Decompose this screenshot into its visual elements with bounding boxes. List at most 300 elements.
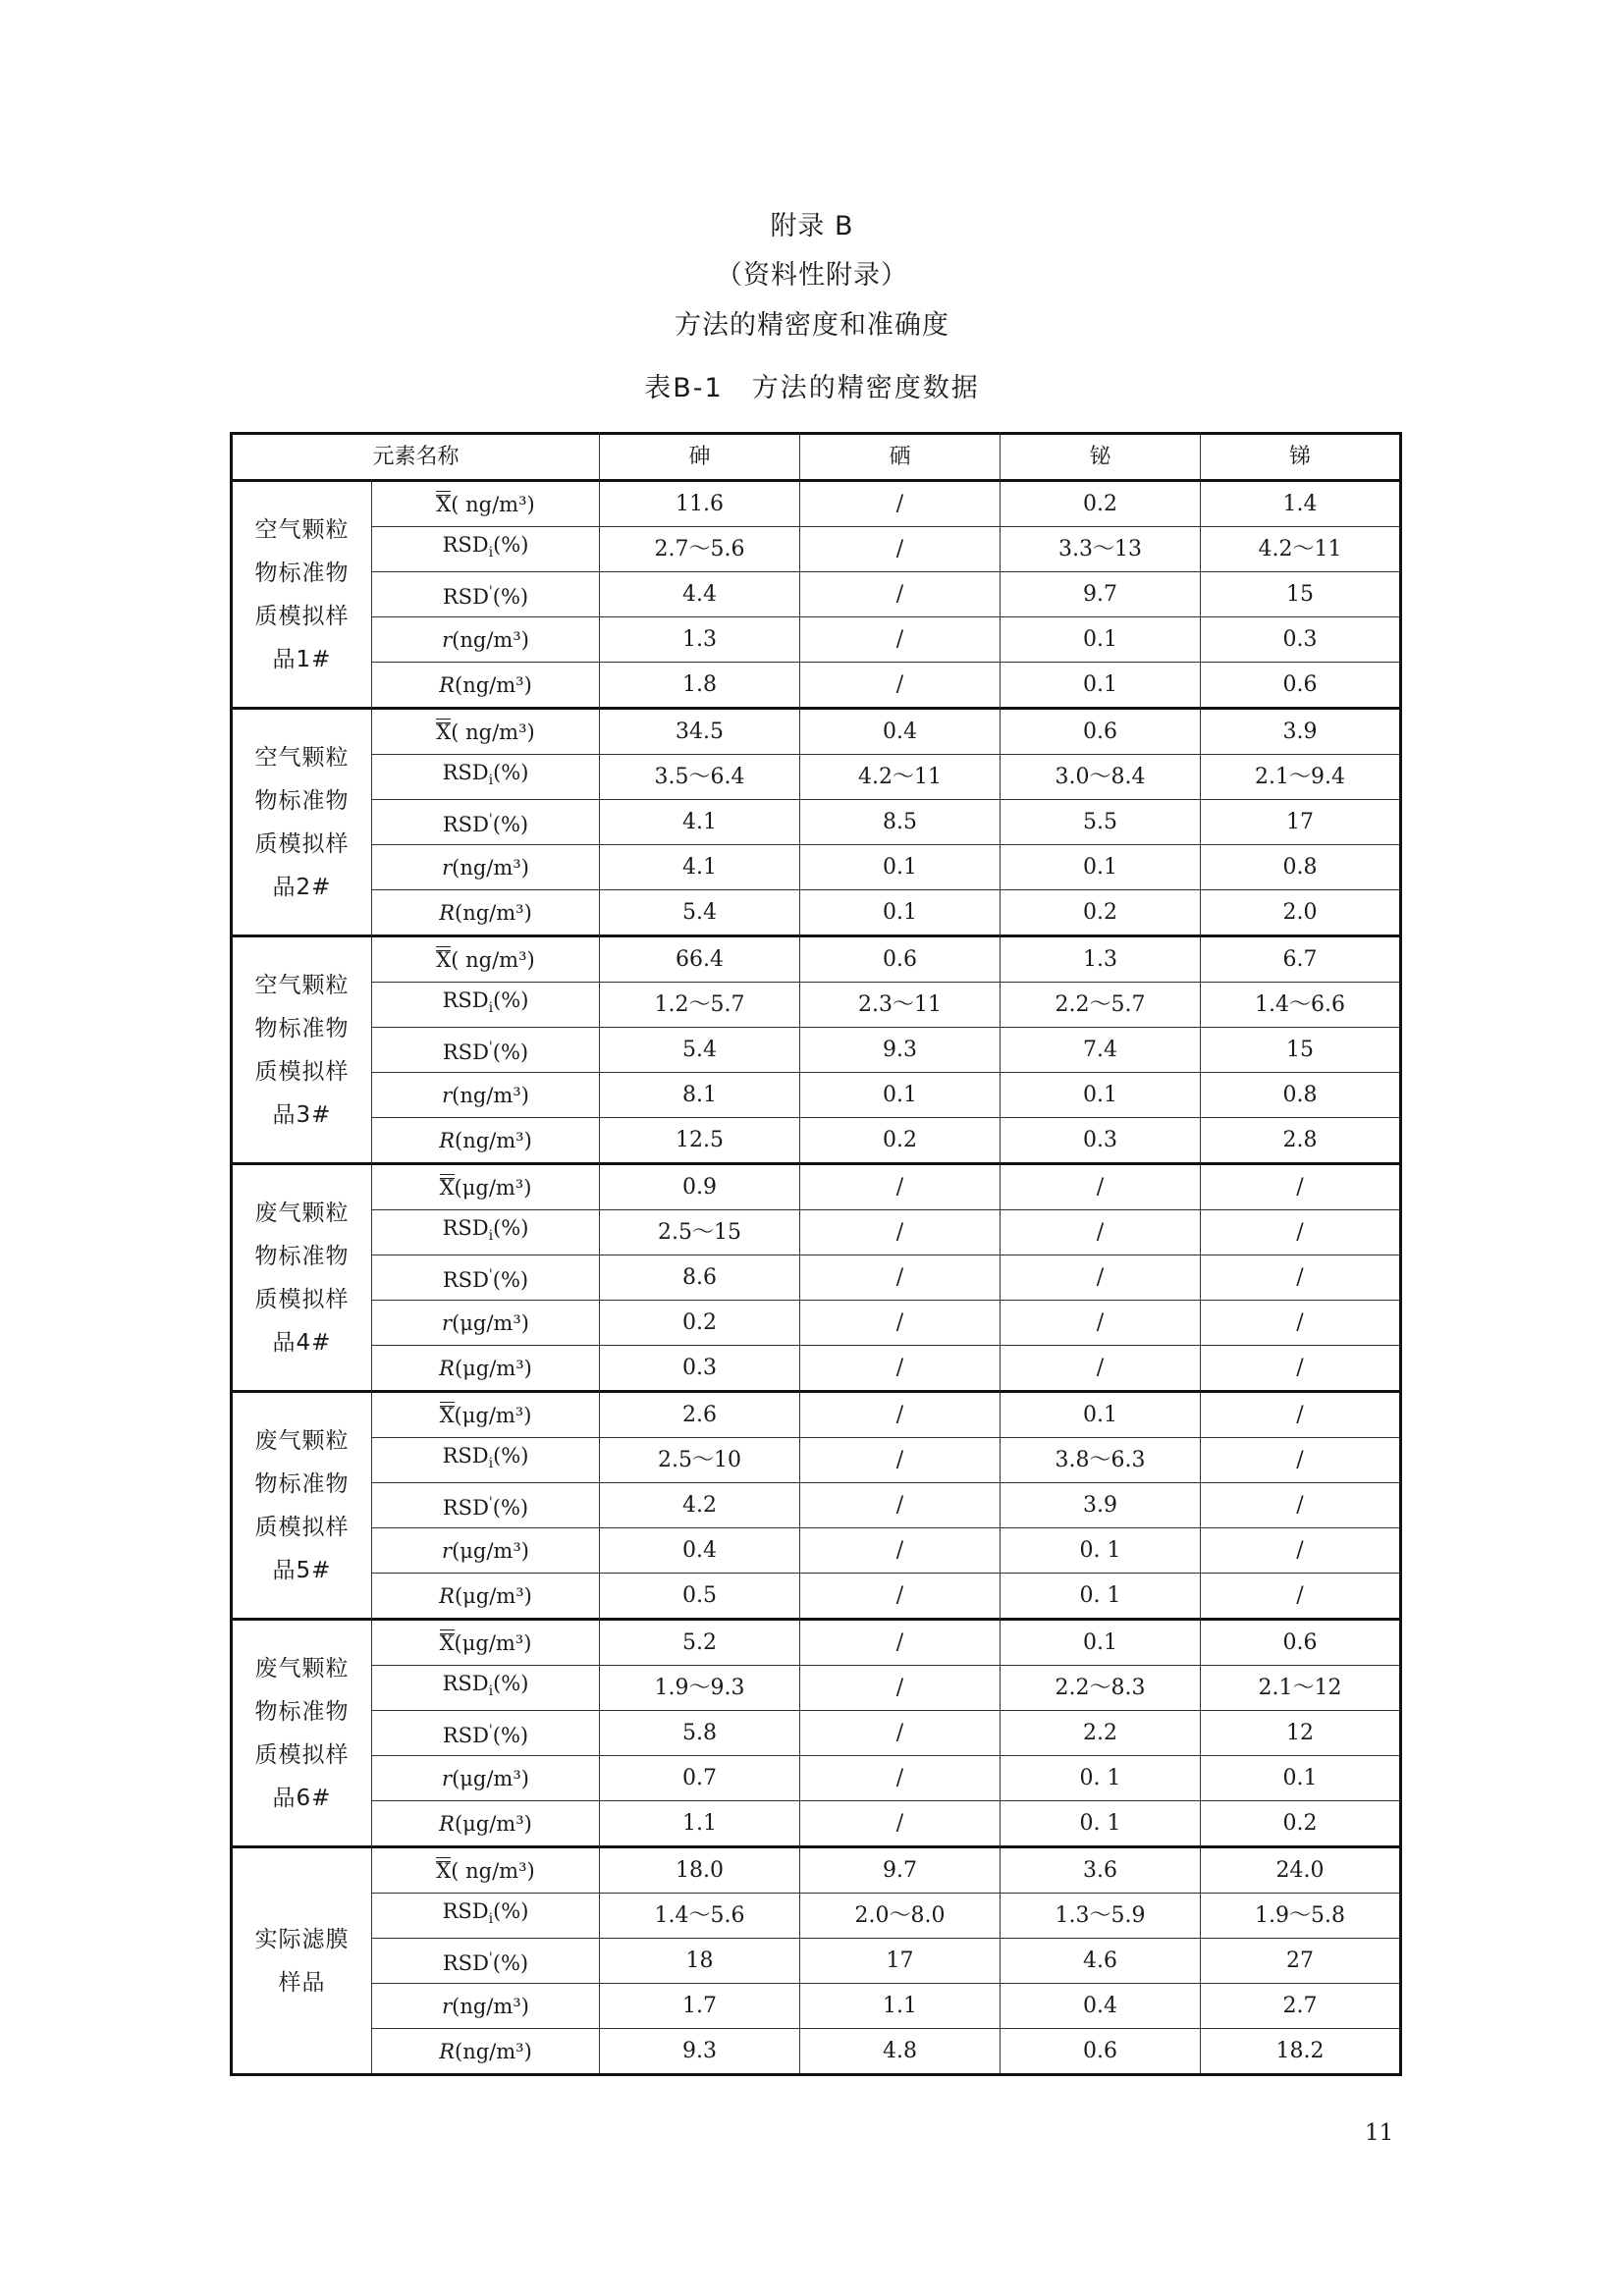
parameter-cell (372, 527, 600, 572)
table-row (232, 1574, 1401, 1620)
value-cell: / (1001, 1255, 1201, 1301)
value-cell: 9.3 (600, 2029, 800, 2075)
value-cell: 8.1 (600, 1073, 800, 1118)
x-double-bar-symbol: X (436, 947, 452, 972)
value-cell: 0.2 (1001, 481, 1201, 527)
value-cell: 1.4 (1201, 481, 1401, 527)
table-row (232, 1210, 1401, 1255)
value-cell: 1.3 (1001, 936, 1201, 983)
parameter-cell (372, 663, 600, 709)
sample-group-label (232, 936, 372, 1164)
sample-group-label-line: 品3# (272, 1101, 332, 1128)
value-cell: 0.8 (1201, 1073, 1401, 1118)
value-cell: 0. 1 (1001, 1574, 1201, 1620)
parameter-cell (372, 1711, 600, 1756)
parameter-unit: (ng/m³) (452, 1083, 529, 1107)
value-cell: 18.2 (1201, 2029, 1401, 2075)
value-cell: 0.6 (800, 936, 1001, 983)
value-cell: 0.6 (1001, 709, 1201, 755)
parameter-cell (372, 1939, 600, 1984)
parameter-unit: (ng/m³) (452, 1994, 529, 2018)
rsd-i-symbol: $RSD_i$ (442, 533, 494, 561)
table-row (232, 572, 1401, 617)
value-cell: 4.1 (600, 800, 800, 845)
parameter-cell (372, 1164, 600, 1210)
value-cell: / (800, 1620, 1001, 1666)
x-double-bar-symbol: X (439, 1175, 455, 1200)
value-cell: 1.3～5.9 (1001, 1894, 1201, 1939)
sample-group-label-line: 废气颗粒 (254, 1200, 350, 1226)
value-cell: 18.0 (600, 1847, 800, 1894)
value-cell: 3.3～13 (1001, 527, 1201, 572)
rsd-i-symbol: $RSD_i$ (442, 761, 494, 789)
sample-group-label-line: 空气颗粒 (254, 972, 350, 998)
parameter-cell (372, 1620, 600, 1666)
value-cell: / (800, 1756, 1001, 1801)
value-cell: 0.1 (1001, 845, 1201, 890)
reproducibility-symbol: R (439, 1128, 456, 1152)
sample-group-label-line: 品5# (272, 1557, 332, 1583)
parameter-unit: (%) (493, 1899, 529, 1924)
parameter-unit: ( ng/m³) (451, 947, 535, 972)
parameter-cell (372, 617, 600, 663)
value-cell: 2.2 (1001, 1711, 1201, 1756)
value-cell: 0.4 (1001, 1984, 1201, 2029)
value-cell: / (1001, 1301, 1201, 1346)
sample-group-label-line: 物标准物 (254, 1470, 350, 1497)
sample-group-label-line: 空气颗粒 (254, 744, 350, 771)
value-cell: 0.9 (600, 1164, 800, 1210)
parameter-unit: (ng/m³) (455, 672, 532, 697)
parameter-cell (372, 1847, 600, 1894)
value-cell: 3.9 (1201, 709, 1401, 755)
value-cell: 2.0～8.0 (800, 1894, 1001, 1939)
sample-group-label-line: 品2# (272, 874, 332, 900)
value-cell: / (800, 572, 1001, 617)
repeatability-symbol: r (442, 855, 453, 880)
header-bismuth: 铋 (1001, 434, 1201, 481)
value-cell: 1.9～9.3 (600, 1666, 800, 1711)
value-cell: 0.1 (800, 1073, 1001, 1118)
value-cell: / (1201, 1164, 1401, 1210)
value-cell: 0.6 (1001, 2029, 1201, 2075)
rsd-i-symbol: $RSD_i$ (442, 1899, 494, 1928)
parameter-unit: (%) (492, 1951, 529, 1975)
value-cell: 9.7 (1001, 572, 1201, 617)
value-cell: 3.0～8.4 (1001, 755, 1201, 800)
table-row (232, 2029, 1401, 2075)
sample-group-label-line: 品6# (272, 1785, 332, 1811)
rsd-prime-symbol: RSD' (442, 1495, 493, 1520)
value-cell: 9.7 (800, 1847, 1001, 1894)
value-cell: 8.5 (800, 800, 1001, 845)
parameter-cell (372, 845, 600, 890)
sample-group-label (232, 709, 372, 936)
repeatability-symbol: r (442, 627, 453, 652)
sample-group-label-line: 质模拟样 (254, 1058, 350, 1085)
rsd-i-symbol: $RSD_i$ (442, 1216, 494, 1245)
value-cell: 0.3 (600, 1346, 800, 1392)
value-cell: 5.4 (600, 890, 800, 936)
sample-group-label-line: 物标准物 (254, 1698, 350, 1725)
value-cell: / (800, 1438, 1001, 1483)
sample-group-label-line: 废气颗粒 (254, 1655, 350, 1682)
parameter-unit: (μg/m³) (454, 1403, 532, 1427)
value-cell: 0.5 (600, 1574, 800, 1620)
page-number: 11 (1365, 2120, 1394, 2146)
parameter-cell (372, 890, 600, 936)
parameter-cell (372, 936, 600, 983)
value-cell: 0.3 (1201, 617, 1401, 663)
value-cell: 0.8 (1201, 845, 1401, 890)
parameter-unit: (ng/m³) (455, 2039, 532, 2063)
parameter-unit: (μg/m³) (452, 1538, 529, 1563)
value-cell: 4.6 (1001, 1939, 1201, 1984)
sample-group-label-line: 质模拟样 (254, 1741, 350, 1768)
value-cell: 4.1 (600, 845, 800, 890)
reproducibility-symbol: R (439, 2039, 456, 2063)
table-row (232, 1301, 1401, 1346)
parameter-unit: ( ng/m³) (451, 720, 535, 744)
reproducibility-symbol: R (439, 1811, 455, 1836)
table-row (232, 1483, 1401, 1528)
appendix-subtitle: （资料性附录） (716, 260, 908, 291)
table-row (232, 1073, 1401, 1118)
parameter-cell (372, 481, 600, 527)
value-cell: 27 (1201, 1939, 1401, 1984)
parameter-unit: (%) (492, 585, 529, 609)
sample-group-label-line: 废气颗粒 (254, 1427, 350, 1454)
parameter-unit: (%) (493, 533, 529, 558)
reproducibility-symbol: R (439, 900, 456, 925)
table-row (232, 1164, 1401, 1210)
table-header-row (232, 434, 1401, 481)
parameter-unit: (%) (493, 761, 529, 785)
value-cell: / (800, 617, 1001, 663)
parameter-cell (372, 1255, 600, 1301)
repeatability-symbol: r (442, 1994, 453, 2018)
table-row (232, 1346, 1401, 1392)
table-row (232, 663, 1401, 709)
parameter-cell (372, 2029, 600, 2075)
value-cell: 1.7 (600, 1984, 800, 2029)
sample-group-label-line: 物标准物 (254, 1243, 350, 1269)
value-cell: / (1201, 1301, 1401, 1346)
value-cell: 2.2～5.7 (1001, 983, 1201, 1028)
sample-group-label-line: 空气颗粒 (254, 516, 350, 543)
reproducibility-symbol: R (439, 1583, 455, 1608)
table-row (232, 755, 1401, 800)
parameter-cell (372, 1984, 600, 2029)
value-cell: 0.7 (600, 1756, 800, 1801)
parameter-unit: (ng/m³) (455, 900, 532, 925)
value-cell: 2.8 (1201, 1118, 1401, 1164)
sample-group-label-line: 实际滤膜 (254, 1926, 350, 1952)
value-cell: / (1201, 1346, 1401, 1392)
repeatability-symbol: r (442, 1083, 453, 1107)
value-cell: / (800, 1574, 1001, 1620)
table-row (232, 1392, 1401, 1438)
section-title: 方法的精密度和准确度 (675, 310, 949, 341)
value-cell: 2.2～8.3 (1001, 1666, 1201, 1711)
value-cell: / (800, 1255, 1001, 1301)
parameter-cell (372, 1438, 600, 1483)
value-cell: 4.8 (800, 2029, 1001, 2075)
table-row (232, 617, 1401, 663)
value-cell: / (800, 1483, 1001, 1528)
value-cell: / (1001, 1346, 1201, 1392)
parameter-cell (372, 1483, 600, 1528)
rsd-prime-symbol: RSD' (442, 812, 493, 836)
value-cell: 3.6 (1001, 1847, 1201, 1894)
value-cell: 0.1 (1001, 663, 1201, 709)
parameter-cell (372, 755, 600, 800)
parameter-unit: (%) (492, 1041, 529, 1064)
x-double-bar-symbol: X (436, 1858, 452, 1883)
value-cell: / (1201, 1210, 1401, 1255)
value-cell: 2.7～5.6 (600, 527, 800, 572)
value-cell: 3.5～6.4 (600, 755, 800, 800)
parameter-unit: (%) (492, 1268, 529, 1292)
parameter-cell (372, 1118, 600, 1164)
value-cell: / (1201, 1574, 1401, 1620)
value-cell: 1.8 (600, 663, 800, 709)
value-cell: 0. 1 (1001, 1801, 1201, 1847)
value-cell: 0.1 (1201, 1756, 1401, 1801)
value-cell: 2.0 (1201, 890, 1401, 936)
x-double-bar-symbol: X (436, 492, 452, 516)
rsd-i-symbol: $RSD_i$ (442, 1672, 494, 1700)
rsd-prime-symbol: RSD' (442, 1723, 493, 1747)
value-cell: / (1201, 1392, 1401, 1438)
header-element-name: 元素名称 (232, 434, 600, 481)
value-cell: 18 (600, 1939, 800, 1984)
table-row (232, 983, 1401, 1028)
parameter-cell (372, 709, 600, 755)
table-row (232, 527, 1401, 572)
parameter-unit: (%) (493, 1216, 529, 1241)
value-cell: 24.0 (1201, 1847, 1401, 1894)
value-cell: 2.6 (600, 1392, 800, 1438)
table-row (232, 1118, 1401, 1164)
table-row (232, 845, 1401, 890)
value-cell: 17 (800, 1939, 1001, 1984)
value-cell: 7.4 (1001, 1028, 1201, 1073)
value-cell: 0.2 (600, 1301, 800, 1346)
value-cell: 4.2～11 (1201, 527, 1401, 572)
parameter-cell (372, 1028, 600, 1073)
sample-group-label-line: 品4# (272, 1329, 332, 1356)
table-row (232, 481, 1401, 527)
value-cell: / (1001, 1210, 1201, 1255)
sample-group-label-line: 物标准物 (254, 560, 350, 586)
table-row (232, 800, 1401, 845)
table-caption: 表B-1 方法的精密度数据 (644, 373, 980, 403)
table-row (232, 890, 1401, 936)
sample-group-label (232, 1620, 372, 1847)
parameter-cell (372, 1073, 600, 1118)
value-cell: 6.7 (1201, 936, 1401, 983)
table-row (232, 1620, 1401, 1666)
parameter-cell (372, 1210, 600, 1255)
value-cell: 12.5 (600, 1118, 800, 1164)
parameter-unit: (ng/m³) (452, 855, 529, 880)
value-cell: 0.2 (1001, 890, 1201, 936)
header-selenium: 硒 (800, 434, 1001, 481)
parameter-unit: (ng/m³) (455, 1128, 532, 1152)
parameter-cell (372, 1666, 600, 1711)
rsd-i-symbol: $RSD_i$ (442, 1444, 494, 1472)
parameter-cell (372, 800, 600, 845)
header-antimony: 锑 (1201, 434, 1401, 481)
value-cell: 0. 1 (1001, 1756, 1201, 1801)
value-cell: 0.1 (1001, 1392, 1201, 1438)
value-cell: / (800, 1528, 1001, 1574)
parameter-cell (372, 1756, 600, 1801)
parameter-unit: (μg/m³) (452, 1310, 529, 1335)
parameter-cell (372, 983, 600, 1028)
repeatability-symbol: r (442, 1310, 453, 1335)
sample-group-label-line: 质模拟样 (254, 603, 350, 629)
value-cell: 34.5 (600, 709, 800, 755)
value-cell: / (1201, 1255, 1401, 1301)
table-row (232, 1894, 1401, 1939)
value-cell: / (800, 481, 1001, 527)
value-cell: / (1201, 1438, 1401, 1483)
value-cell: 0.1 (1001, 617, 1201, 663)
value-cell: 0.1 (1001, 1620, 1201, 1666)
value-cell: 5.8 (600, 1711, 800, 1756)
x-double-bar-symbol: X (439, 1403, 455, 1427)
value-cell: / (800, 1210, 1001, 1255)
value-cell: 0.1 (1001, 1073, 1201, 1118)
sample-group-label-line: 质模拟样 (254, 1514, 350, 1540)
value-cell: 5.5 (1001, 800, 1201, 845)
value-cell: 3.9 (1001, 1483, 1201, 1528)
value-cell: 3.8～6.3 (1001, 1438, 1201, 1483)
value-cell: 15 (1201, 572, 1401, 617)
value-cell: 1.9～5.8 (1201, 1894, 1401, 1939)
table-row (232, 1939, 1401, 1984)
table-row (232, 1984, 1401, 2029)
appendix-title: 附录 B (770, 211, 854, 241)
parameter-unit: (μg/m³) (454, 1356, 532, 1380)
value-cell: / (800, 1301, 1001, 1346)
table-row (232, 1756, 1401, 1801)
value-cell: 2.5～10 (600, 1438, 800, 1483)
table-row (232, 709, 1401, 755)
repeatability-symbol: r (442, 1538, 453, 1563)
sample-group-label-line: 质模拟样 (254, 830, 350, 857)
parameter-cell (372, 1346, 600, 1392)
value-cell: / (800, 1346, 1001, 1392)
parameter-cell (372, 1574, 600, 1620)
value-cell: / (800, 1801, 1001, 1847)
value-cell: 0.2 (800, 1118, 1001, 1164)
table-row (232, 1255, 1401, 1301)
sample-group-label (232, 481, 372, 709)
table-row (232, 1438, 1401, 1483)
table-row (232, 1666, 1401, 1711)
value-cell: 11.6 (600, 481, 800, 527)
value-cell: 2.1～9.4 (1201, 755, 1401, 800)
table-row (232, 1711, 1401, 1756)
parameter-unit: (%) (492, 1496, 529, 1520)
value-cell: 4.2～11 (800, 755, 1001, 800)
value-cell: 1.4～6.6 (1201, 983, 1401, 1028)
rsd-prime-symbol: RSD' (442, 584, 493, 609)
parameter-unit: (μg/m³) (454, 1175, 532, 1200)
rsd-prime-symbol: RSD' (442, 1950, 493, 1975)
value-cell: 1.3 (600, 617, 800, 663)
rsd-prime-symbol: RSD' (442, 1267, 493, 1292)
table-row (232, 1801, 1401, 1847)
value-cell: / (1201, 1483, 1401, 1528)
value-cell: 0.2 (1201, 1801, 1401, 1847)
value-cell: / (800, 1711, 1001, 1756)
parameter-unit: (%) (492, 1724, 529, 1747)
repeatability-symbol: r (442, 1766, 453, 1790)
sample-group-label-line: 物标准物 (254, 1015, 350, 1041)
parameter-unit: (%) (493, 1672, 529, 1696)
sample-group-label (232, 1164, 372, 1392)
value-cell: 4.4 (600, 572, 800, 617)
sample-group-label-line: 质模拟样 (254, 1286, 350, 1312)
value-cell: / (1001, 1164, 1201, 1210)
parameter-cell (372, 1392, 600, 1438)
table-row (232, 1028, 1401, 1073)
sample-group-label-line: 物标准物 (254, 787, 350, 814)
value-cell: 0.1 (800, 845, 1001, 890)
parameter-unit: (μg/m³) (454, 1811, 532, 1836)
value-cell: 0.6 (1201, 663, 1401, 709)
value-cell: 0.4 (600, 1528, 800, 1574)
table-body (232, 434, 1401, 2075)
value-cell: 0.1 (800, 890, 1001, 936)
parameter-unit: (%) (493, 1444, 529, 1468)
sample-group-label-line: 品1# (272, 646, 332, 672)
reproducibility-symbol: R (439, 1356, 455, 1380)
value-cell: 5.2 (600, 1620, 800, 1666)
value-cell: 0. 1 (1001, 1528, 1201, 1574)
parameter-unit: (%) (492, 813, 529, 836)
parameter-unit: ( ng/m³) (451, 492, 535, 516)
value-cell: / (800, 1164, 1001, 1210)
x-double-bar-symbol: X (436, 720, 452, 744)
value-cell: 15 (1201, 1028, 1401, 1073)
value-cell: 17 (1201, 800, 1401, 845)
parameter-cell (372, 1894, 600, 1939)
parameter-unit: (μg/m³) (454, 1583, 532, 1608)
value-cell: 2.5～15 (600, 1210, 800, 1255)
value-cell: 5.4 (600, 1028, 800, 1073)
table-row (232, 1847, 1401, 1894)
parameter-cell (372, 572, 600, 617)
parameter-unit: (ng/m³) (452, 627, 529, 652)
value-cell: 2.7 (1201, 1984, 1401, 2029)
value-cell: 0.3 (1001, 1118, 1201, 1164)
reproducibility-symbol: R (439, 672, 456, 697)
parameter-unit: (%) (493, 988, 529, 1013)
value-cell: 2.3～11 (800, 983, 1001, 1028)
value-cell: / (800, 1666, 1001, 1711)
parameter-unit: (μg/m³) (452, 1766, 529, 1790)
x-double-bar-symbol: X (439, 1630, 455, 1655)
value-cell: / (800, 1392, 1001, 1438)
value-cell: 1.4～5.6 (600, 1894, 800, 1939)
value-cell: 1.2～5.7 (600, 983, 800, 1028)
sample-group-label-line: 样品 (278, 1969, 326, 1996)
